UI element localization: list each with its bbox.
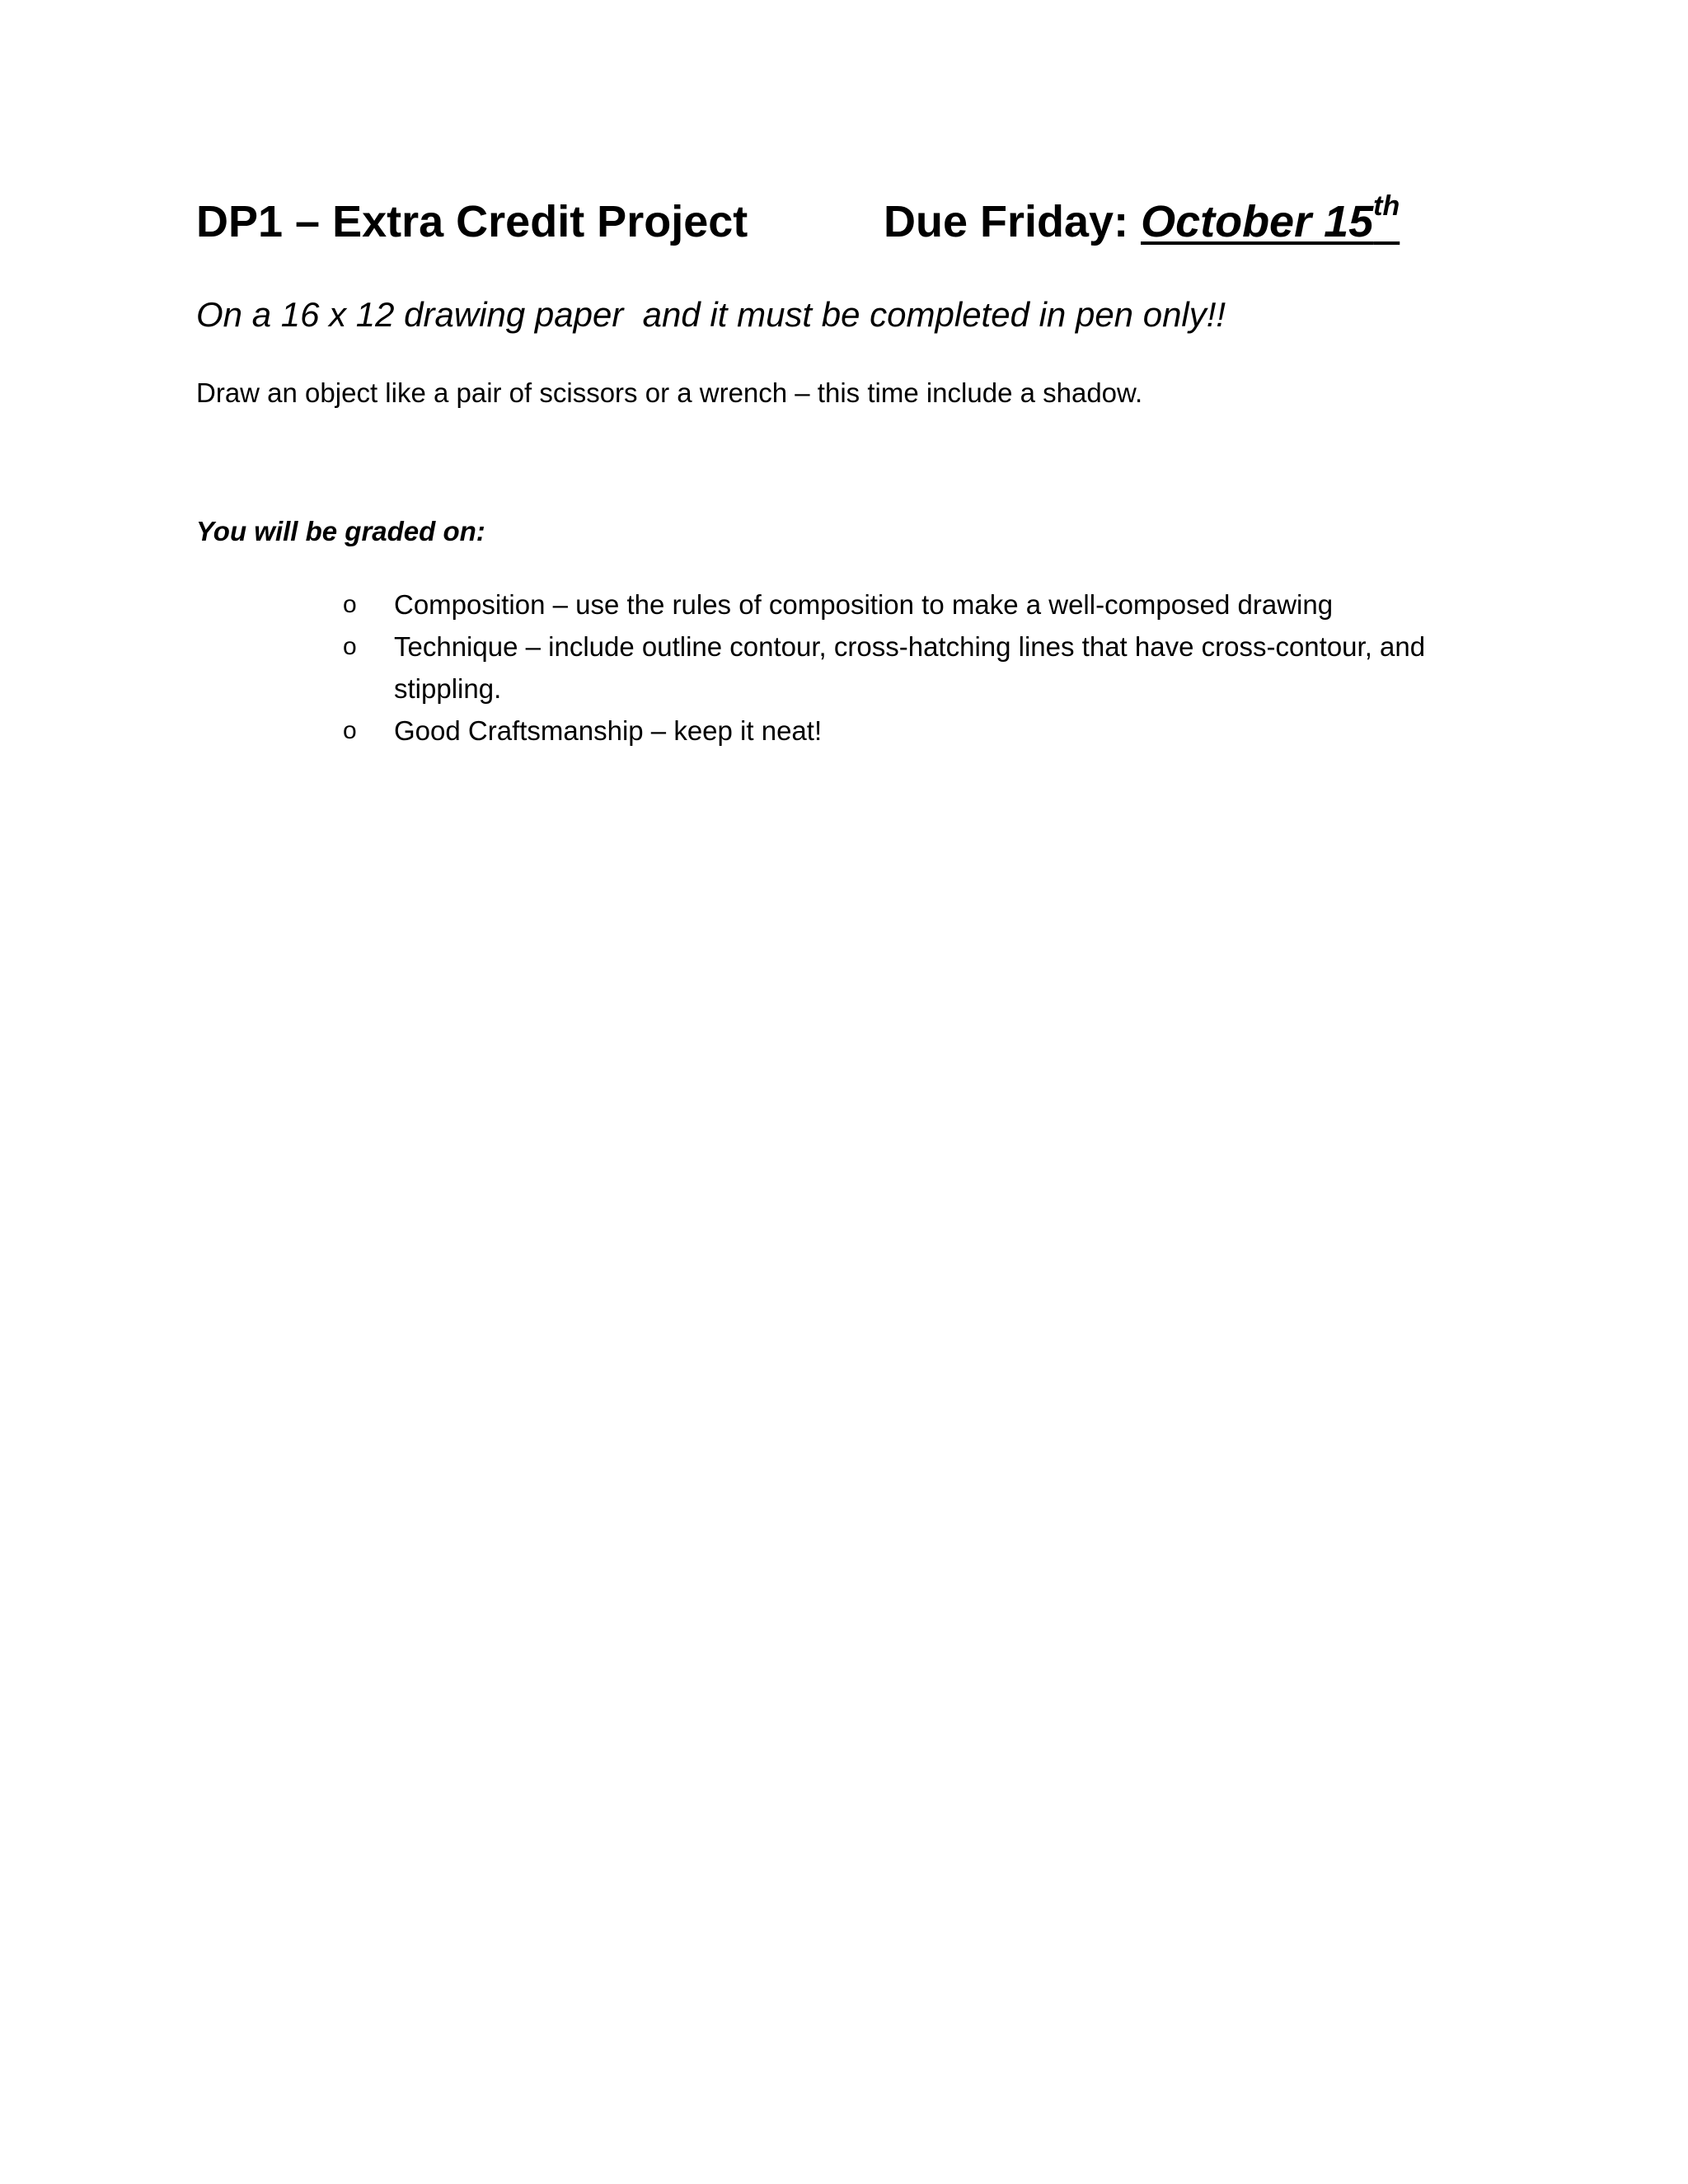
circle-bullet-icon: o [343,717,357,744]
grading-criteria-list [343,583,1464,752]
criteria-text: Good Craftsmanship – keep it neat! [394,715,823,746]
due-date-text: October 15 [1141,197,1374,246]
due-label: Due Friday: [884,197,1142,246]
due-date-suffix: th [1373,190,1400,222]
assignment-instruction: Draw an object like a pair of scissors or a wrench – this time include a shadow. [196,377,1143,408]
criteria-item-composition [343,583,1464,626]
due-date [1141,190,1400,246]
document-title: DP1 – Extra Credit Project [196,197,748,246]
circle-bullet-icon: o [343,633,357,660]
paper-requirement: On a 16 x 12 drawing paper and it must be completed in pen only!! [196,295,1226,334]
due-info [884,190,1400,247]
criteria-text: Composition – use the rules of composition to make a well-composed drawing [394,589,1334,620]
criteria-text: Technique – include outline contour, cross-hatching lines that have cross-contour, and stippling. [394,631,1426,704]
title-row [196,190,1597,262]
grading-heading: You will be graded on: [196,516,485,546]
criteria-item-technique [343,626,1464,710]
circle-bullet-icon: o [343,591,357,618]
criteria-item-craftsmanship [343,710,1464,752]
